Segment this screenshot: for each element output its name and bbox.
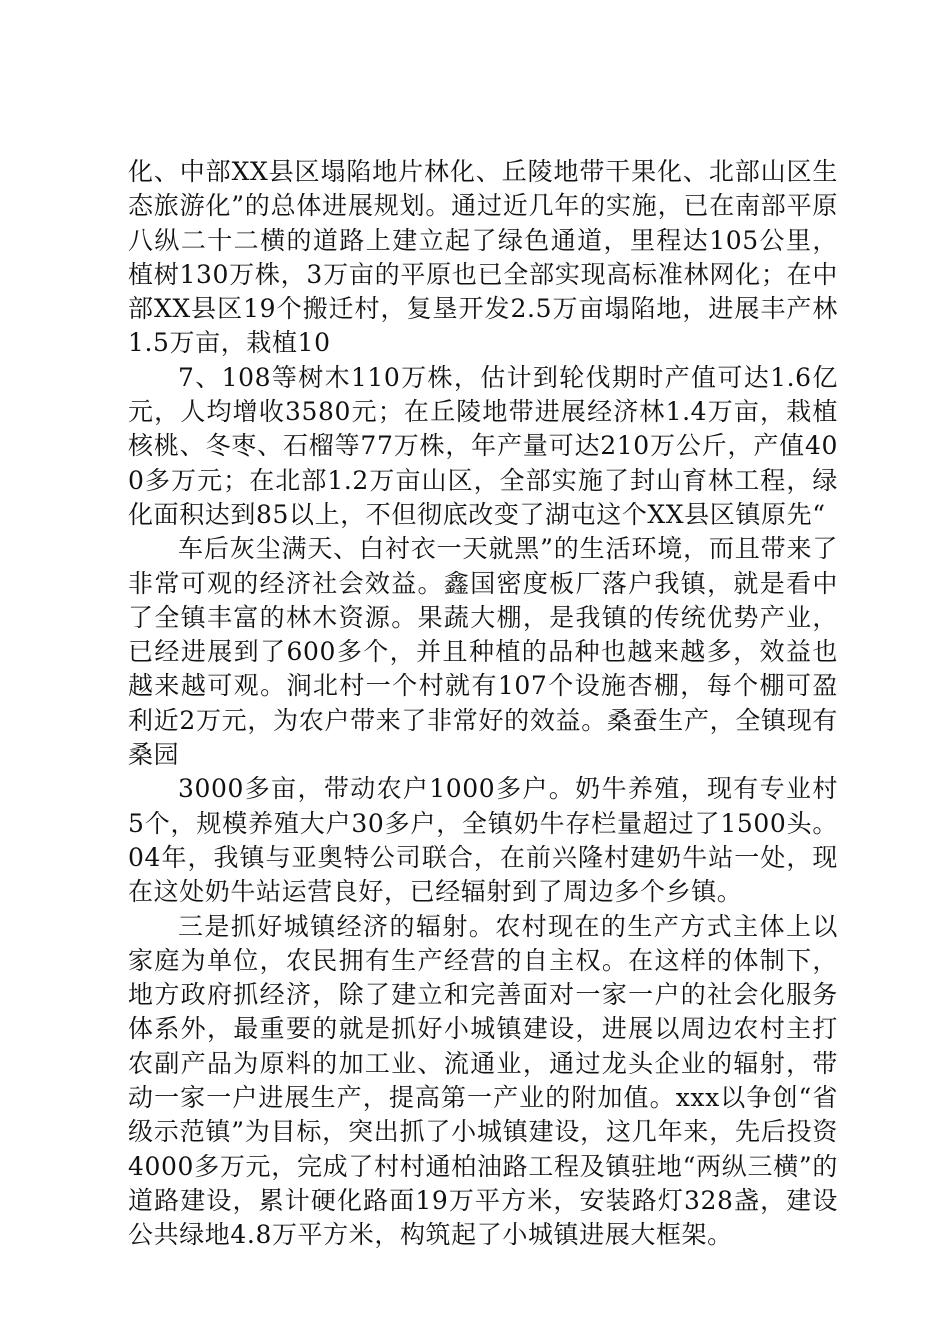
paragraph-2: 7、108等树木110万株，估计到轮伐期时产值可达1.6亿元，人均增收3580元；在丘陵地带进展经济林1.4万亩，栽植核桃、冬枣、石榴等77万株，年产量可达210万公斤，产值400多万元；在北部1.2万亩山区，全部实施了封山育林工程，绿化面积达到85以上，不但彻底改变了湖屯这个XX县区镇原先“ [128, 362, 838, 529]
paragraph-3: 车后灰尘满天、白衬衣一天就黑”的生活环境，而且带来了非常可观的经济社会效益。鑫国密度板厂落户我镇，就是看中了全镇丰富的林木资源。果蔬大棚，是我镇的传统优势产业，已经进展到了600多个，并且种植的品种也越来越多，效益也越来越可观。涧北村一个村就有107个设施杏棚，每个棚可盈利近2万元，为农户带来了非常好的效益。桑蚕生产，全镇现有桑园 [128, 534, 838, 770]
paragraph-4: 3000多亩，带动农户1000多户。奶牛养殖，现有专业村5个，规模养殖大户30多户，全镇奶牛存栏量超过了1500头。04年，我镇与亚奥特公司联合，在前兴隆村建奶牛站一处，现在这处奶牛站运营良好，已经辐射到了周边多个乡镇。 [128, 774, 838, 907]
paragraph-5: 三是抓好城镇经济的辐射。农村现在的生产方式主体上以家庭为单位，农民拥有生产经营的自主权。在这样的体制下，地方政府抓经济，除了建立和完善面对一家一户的社会化服务体系外，最重要的就是抓好小城镇建设，进展以周边农村主打农副产品为原料的加工业、流通业，通过龙头企业的辐射，带动一家一户进展生产，提高第一产业的附加值。xxx以争创“省级示范镇”为目标，突出抓了小城镇建设，这几年来，先后投资4000多万元，完成了村村通柏油路工程及镇驻地“两纵三横”的道路建设，累计硬化路面19万平方米，安装路灯328盏，建设公共绿地4.8万平方米，构筑起了小城镇进展大框架。 [128, 911, 838, 1250]
document-body [128, 155, 838, 1253]
paragraph-1: 化、中部XX县区塌陷地片林化、丘陵地带干果化、北部山区生态旅游化”的总体进展规划。通过近几年的实施，已在南部平原八纵二十二横的道路上建立起了绿色通道，里程达105公里，植树130万株，3万亩的平原也已全部实现高标准林网化；在中部XX县区19个搬迁村，复垦开发2.5万亩塌陷地，进展丰产林1.5万亩，栽植10 [128, 157, 838, 358]
